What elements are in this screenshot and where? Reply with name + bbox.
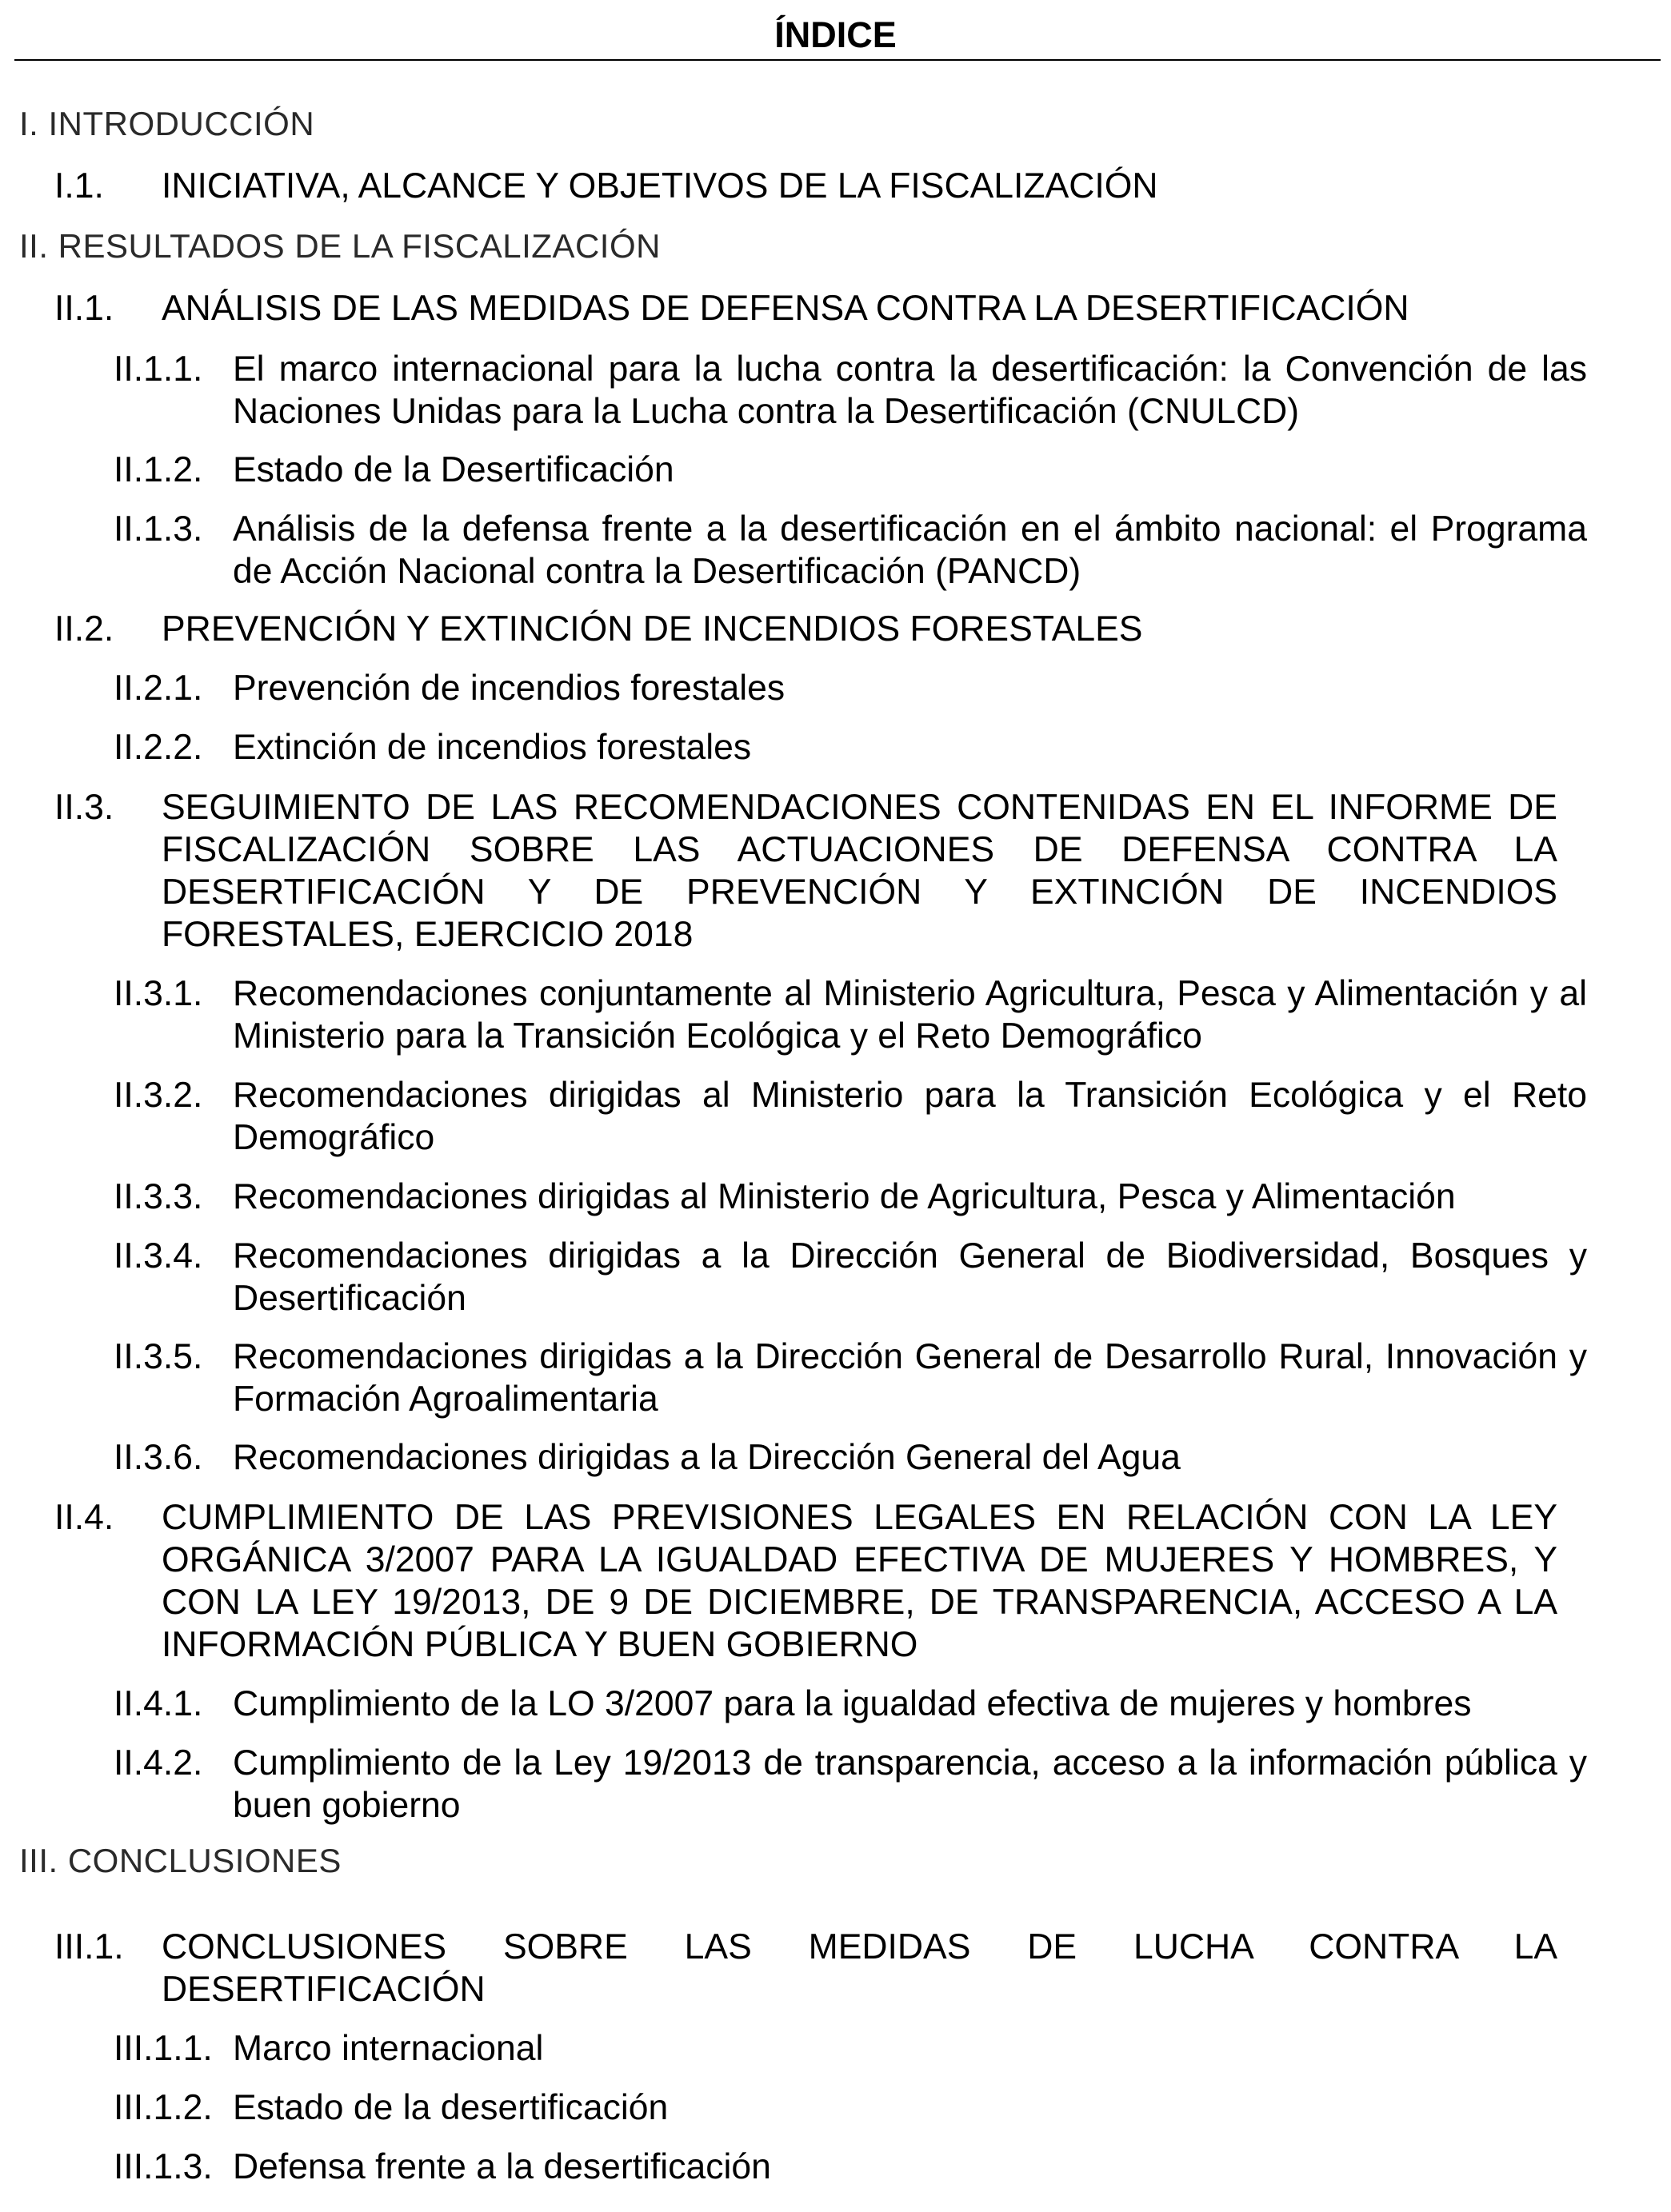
toc-entry-title: CONCLUSIONES SOBRE LAS MEDIDAS DE LUCHA CONTRA LA DESERTIFICACIÓN	[162, 1927, 1557, 2009]
toc-entry-number: II.4.	[54, 1498, 114, 1537]
toc-entry-number: II.4.2.	[114, 1743, 203, 1783]
toc-entry-title: Recomendaciones dirigidas a la Dirección General de Biodiversidad, Bosques y Desertificación	[233, 1236, 1587, 1318]
toc-entry-title: Prevención de incendios forestales	[233, 669, 786, 708]
toc-entry-title: PREVENCIÓN Y EXTINCIÓN DE INCENDIOS FORESTALES	[162, 609, 1143, 649]
toc-entry-number: II.3.1.	[114, 974, 203, 1013]
toc-entry-number: II.1.2.	[114, 450, 203, 489]
toc-entry-title: Marco internacional	[233, 2029, 544, 2068]
toc-entry-number: II.4.1.	[114, 1684, 203, 1723]
page-title: ÍNDICE	[774, 14, 897, 55]
toc-entry-number: II.3.3.	[114, 1177, 203, 1216]
toc-entry-title: Recomendaciones conjuntamente al Ministerio Agricultura, Pesca y Alimentación y al Ministerio para la Transición Ecológica y el Reto Demográfico	[233, 974, 1587, 1056]
toc-entry-number: I.1.	[54, 166, 104, 206]
toc-entry-number: II.2.1.	[114, 669, 203, 708]
toc-entry-number: II.3.6.	[114, 1438, 203, 1477]
toc-entry-title: Estado de la Desertificación	[233, 450, 674, 489]
toc-section-introduccion[interactable]: I. INTRODUCCIÓN	[19, 105, 315, 142]
toc-section-resultados[interactable]: II. RESULTADOS DE LA FISCALIZACIÓN	[19, 227, 661, 265]
toc-entry-number: II.3.2.	[114, 1076, 203, 1115]
toc-entry-title: CUMPLIMIENTO DE LAS PREVISIONES LEGALES EN RELACIÓN CON LA LEY ORGÁNICA 3/2007 PARA LA IGUALDAD EFECTIVA DE MUJERES Y HOMBRES, Y CON LA LEY 19/2013, DE 9 DE DICIEMBRE, DE TRANSPARENCIA, ACCESO A LA INFORMACIÓN PÚBLICA Y BUEN GOBIERNO	[162, 1498, 1557, 1664]
toc-entry-title: Recomendaciones dirigidas a la Dirección General de Desarrollo Rural, Innovación y Formación Agroalimentaria	[233, 1337, 1587, 1419]
toc-entry-title: Análisis de la defensa frente a la desertificación en el ámbito nacional: el Programa de Acción Nacional contra la Desertificación (PANCD)	[233, 509, 1587, 591]
toc-entry-number: II.3.4.	[114, 1236, 203, 1276]
toc-entry-title: El marco internacional para la lucha contra la desertificación: la Convención de las Naciones Unidas para la Lucha contra la Desertificación (CNULCD)	[233, 349, 1587, 431]
toc-entry-number: III.1.3.	[114, 2147, 213, 2186]
toc-entry-number: II.3.	[54, 788, 114, 827]
toc-entry-number: II.1.	[54, 289, 114, 328]
toc-entry-number: II.2.	[54, 609, 114, 649]
toc-entry-number: III.1.2.	[114, 2088, 213, 2127]
toc-entry-number: III.1.1.	[114, 2029, 213, 2068]
toc-entry-number: II.1.3.	[114, 509, 203, 549]
toc-entry-title: Recomendaciones dirigidas al Ministerio para la Transición Ecológica y el Reto Demográfico	[233, 1076, 1587, 1157]
toc-entry-title: Cumplimiento de la LO 3/2007 para la igualdad efectiva de mujeres y hombres	[233, 1684, 1472, 1723]
toc-entry-title: Recomendaciones dirigidas al Ministerio de Agricultura, Pesca y Alimentación	[233, 1177, 1456, 1216]
toc-entry-title: ANÁLISIS DE LAS MEDIDAS DE DEFENSA CONTRA LA DESERTIFICACIÓN	[162, 289, 1409, 328]
toc-entry-title: Recomendaciones dirigidas a la Dirección General del Agua	[233, 1438, 1181, 1477]
toc-entry-title: Extinción de incendios forestales	[233, 728, 752, 767]
toc-entry-title: Defensa frente a la desertificación	[233, 2147, 771, 2186]
title-divider	[14, 59, 1661, 61]
toc-section-conclusiones[interactable]: III. CONCLUSIONES	[19, 1842, 342, 1879]
toc-entry-title: Cumplimiento de la Ley 19/2013 de transparencia, acceso a la información pública y buen gobierno	[233, 1743, 1587, 1825]
toc-entry-number: II.1.1.	[114, 349, 203, 389]
toc-entry-number: III.1.	[54, 1927, 124, 1966]
toc-entry-number: II.2.2.	[114, 728, 203, 767]
toc-entry-title: Estado de la desertificación	[233, 2088, 669, 2127]
toc-entry-title: INICIATIVA, ALCANCE Y OBJETIVOS DE LA FISCALIZACIÓN	[162, 166, 1158, 206]
toc-entry-title: SEGUIMIENTO DE LAS RECOMENDACIONES CONTENIDAS EN EL INFORME DE FISCALIZACIÓN SOBRE LAS ACTUACIONES DE DEFENSA CONTRA LA DESERTIFICACIÓN Y DE PREVENCIÓN Y EXTINCIÓN DE INCENDIOS FORESTALES, EJERCICIO 2018	[162, 788, 1557, 954]
toc-entry-number: II.3.5.	[114, 1337, 203, 1376]
